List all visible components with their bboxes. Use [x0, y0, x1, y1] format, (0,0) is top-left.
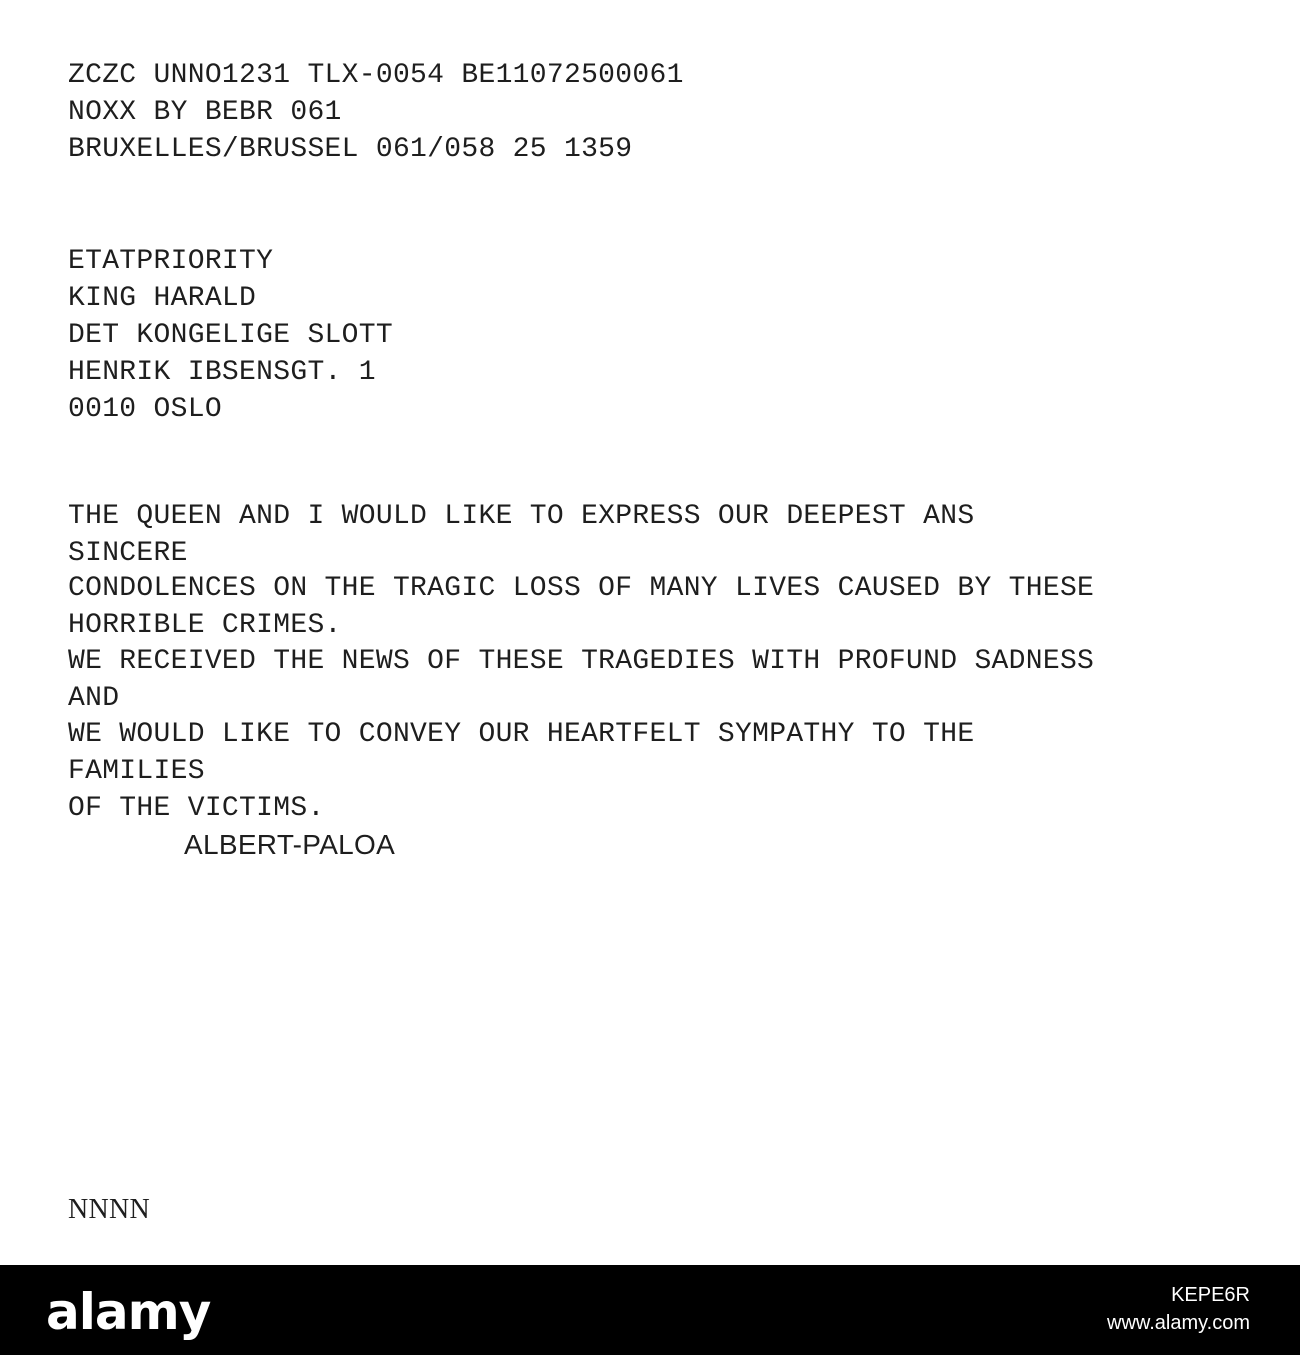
body-line: AND — [68, 683, 120, 714]
body-line: SINCERE — [68, 538, 188, 569]
header-line: NOXX BY BEBR 061 — [68, 97, 342, 128]
header-line: ZCZC UNNO1231 TLX-0054 BE11072500061 — [68, 60, 684, 91]
watermark-url: www.alamy.com — [1107, 1312, 1250, 1334]
address-line: DET KONGELIGE SLOTT — [68, 320, 393, 351]
address-line: ETATPRIORITY — [68, 246, 274, 277]
header-line: BRUXELLES/BRUSSEL 061/058 25 1359 — [68, 134, 633, 165]
watermark-logo: alamy — [46, 1283, 211, 1341]
body-line: OF THE VICTIMS. — [68, 793, 325, 824]
address-line: HENRIK IBSENSGT. 1 — [68, 357, 376, 388]
body-line: HORRIBLE CRIMES. — [68, 610, 342, 641]
body-line: WE WOULD LIKE TO CONVEY OUR HEARTFELT SYMPATHY TO THE — [68, 719, 975, 750]
body-line: CONDOLENCES ON THE TRAGIC LOSS OF MANY LIVES CAUSED BY THESE — [68, 573, 1095, 604]
body-line: FAMILIES — [68, 756, 205, 787]
watermark-image-id: KEPE6R — [1171, 1284, 1250, 1306]
address-line: 0010 OSLO — [68, 394, 222, 425]
signature: ALBERT-PALOA — [184, 829, 396, 860]
body-line: WE RECEIVED THE NEWS OF THESE TRAGEDIES WITH PROFUND SADNESS — [68, 646, 1095, 677]
body-line: THE QUEEN AND I WOULD LIKE TO EXPRESS OUR DEEPEST ANS — [68, 501, 975, 532]
address-line: KING HARALD — [68, 283, 257, 314]
end-marker: NNNN — [68, 1194, 151, 1225]
